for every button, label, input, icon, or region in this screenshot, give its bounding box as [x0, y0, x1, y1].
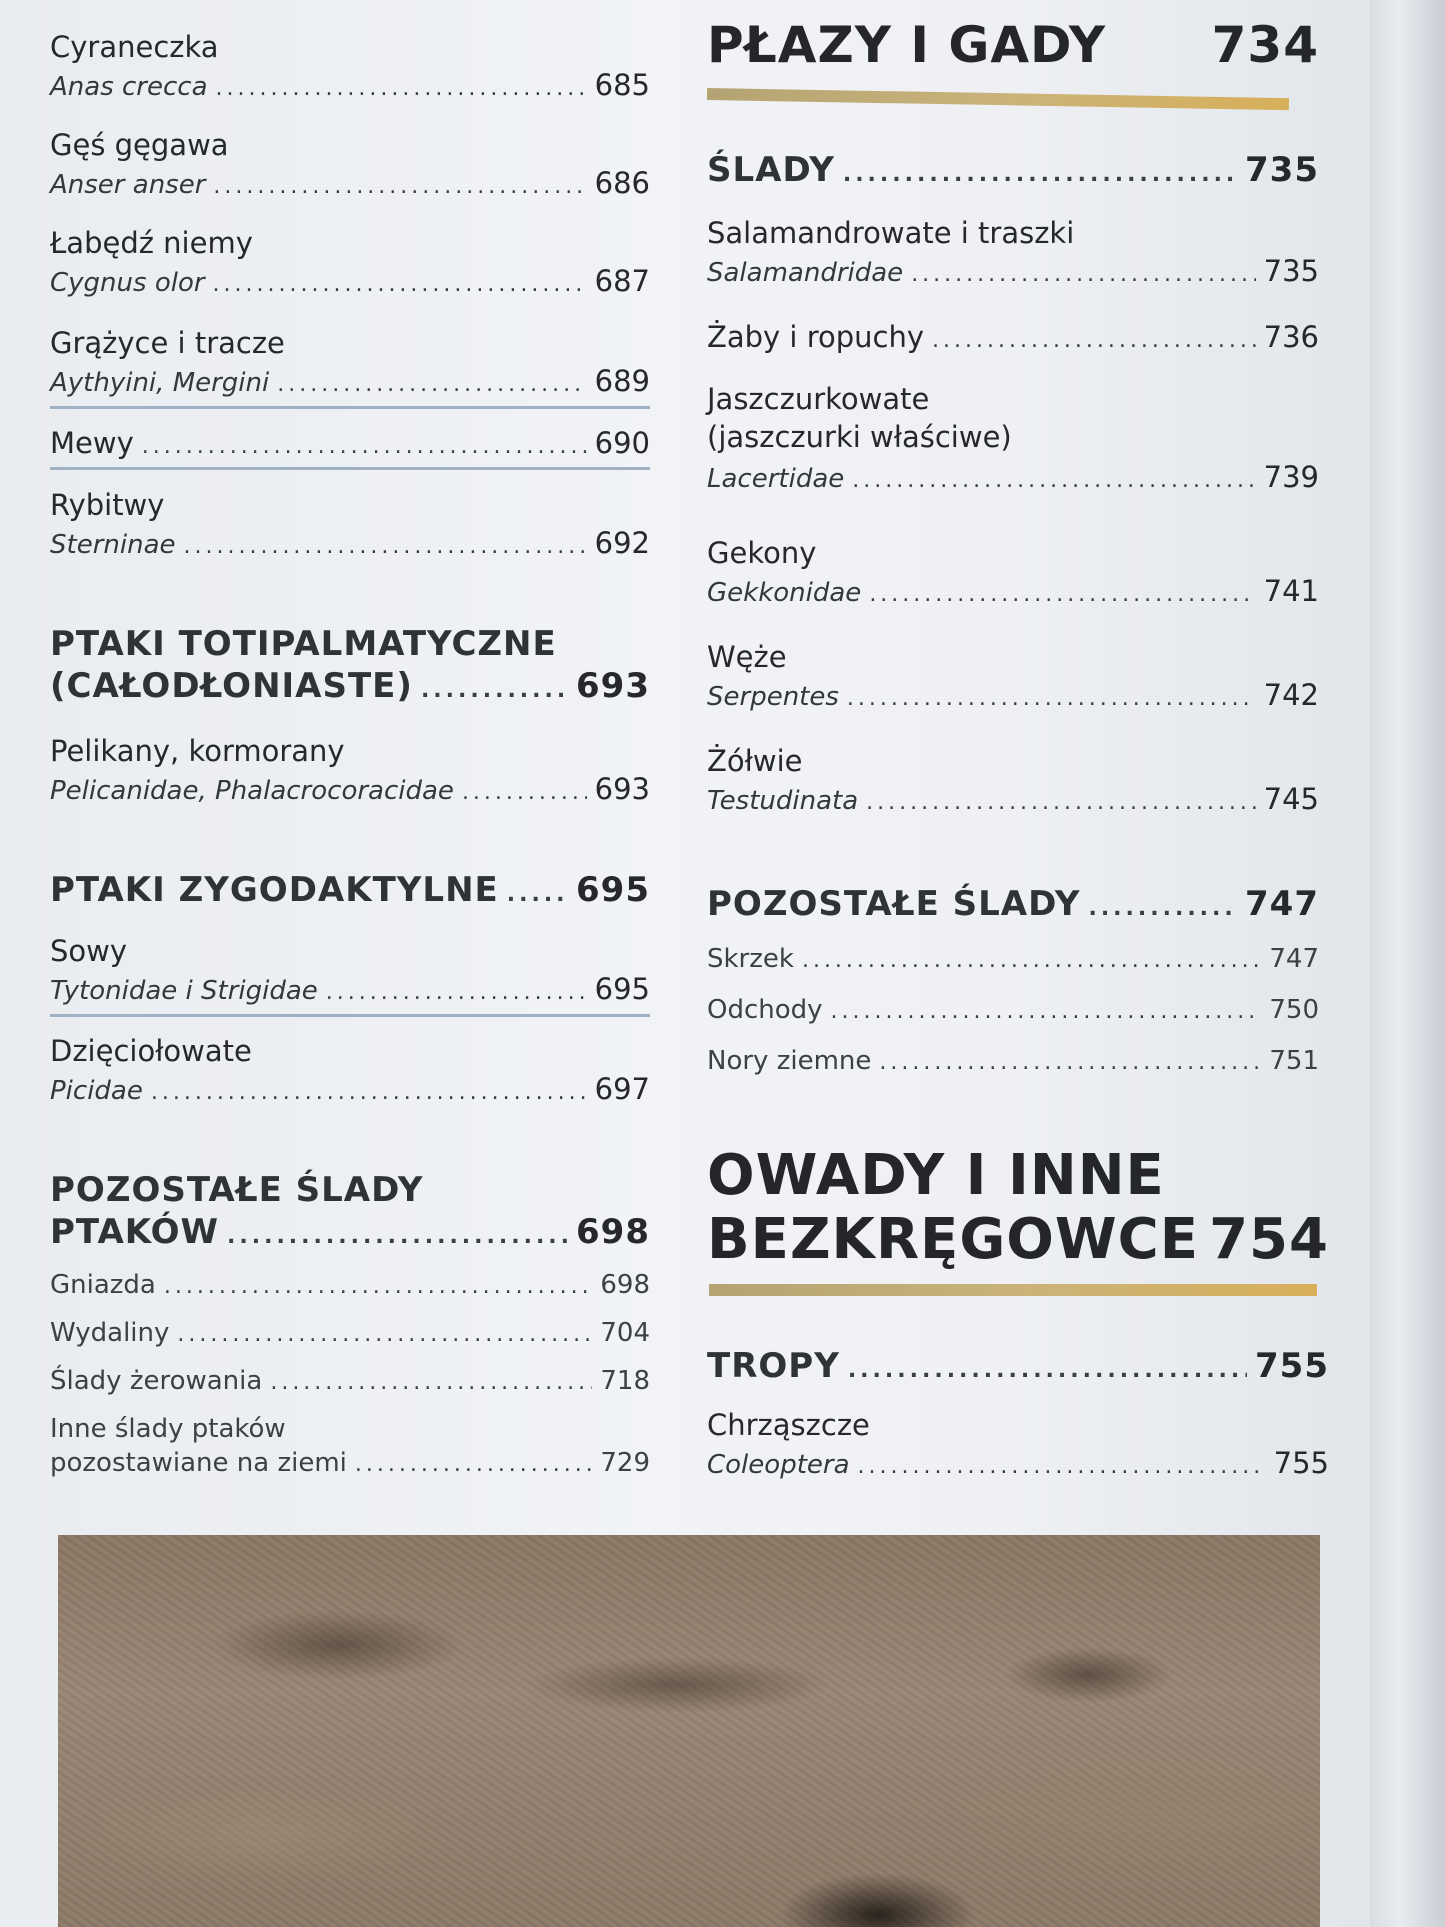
dot-leader	[184, 534, 587, 559]
section-page: 735	[1245, 150, 1319, 190]
entry-page: 718	[600, 1366, 650, 1396]
toc-entry-slady-zerowania[interactable]	[50, 1366, 650, 1396]
entry-page: 735	[1263, 254, 1319, 288]
section-tropy[interactable]	[707, 1346, 1329, 1386]
dot-leader	[213, 272, 587, 297]
entry-latin: Serpentes	[707, 682, 839, 712]
dot-leader	[831, 999, 1262, 1024]
entry-page: 755	[1273, 1446, 1329, 1480]
dot-leader	[277, 372, 586, 397]
chapter-page: 754	[1209, 1206, 1329, 1272]
toc-entry-inne-slady[interactable]	[50, 1414, 650, 1478]
entry-name: Skrzek	[707, 944, 794, 974]
dot-leader	[164, 1274, 592, 1299]
dot-leader	[216, 76, 587, 101]
chapter-title: PŁAZY I GADY	[707, 16, 1107, 74]
dot-leader	[142, 434, 587, 459]
dot-leader	[355, 1452, 592, 1477]
dot-leader	[848, 1358, 1247, 1383]
gold-rule	[707, 88, 1289, 110]
section-title-line2: PTAKÓW	[50, 1212, 220, 1252]
gold-rule	[709, 1284, 1317, 1296]
sand-tracks-photo	[58, 1535, 1320, 1927]
dot-leader	[270, 1370, 592, 1395]
toc-entry-sowy[interactable]	[50, 934, 650, 1006]
entry-name: Żółwie	[707, 744, 803, 778]
dot-leader	[227, 1224, 568, 1249]
entry-name: Mewy	[50, 426, 134, 460]
entry-name: Cyraneczka	[50, 30, 219, 64]
entry-latin: Coleoptera	[707, 1450, 850, 1480]
dot-leader	[507, 882, 568, 907]
toc-entry-ges-gegawa[interactable]	[50, 128, 650, 200]
entry-name: Grążyce i tracze	[50, 326, 285, 360]
entry-page: 736	[1263, 320, 1319, 354]
toc-entry-chrzaszcze[interactable]	[707, 1408, 1329, 1480]
entry-page: 687	[594, 264, 650, 298]
entry-name: Żaby i ropuchy	[707, 320, 925, 354]
entry-name: Gęś gęgawa	[50, 128, 229, 162]
entry-name: Rybitwy	[50, 488, 165, 522]
toc-entry-cyraneczka[interactable]	[50, 30, 650, 102]
entry-latin: Salamandridae	[707, 258, 904, 288]
dot-leader	[932, 328, 1256, 353]
entry-name: Nory ziemne	[707, 1046, 872, 1076]
entry-latin: Anas crecca	[50, 72, 208, 102]
dot-leader	[843, 162, 1237, 187]
entry-name: Gekony	[707, 536, 817, 570]
section-rule	[50, 467, 650, 470]
entry-page: 750	[1269, 995, 1319, 1025]
entry-page: 751	[1269, 1046, 1319, 1076]
dot-leader	[869, 582, 1255, 607]
section-title: POZOSTAŁE ŚLADY	[707, 884, 1081, 924]
entry-page: 704	[600, 1318, 650, 1348]
dot-leader	[151, 1080, 587, 1105]
toc-entry-jaszczurkowate[interactable]	[707, 382, 1319, 494]
dot-leader	[462, 780, 587, 805]
toc-entry-gniazda[interactable]	[50, 1270, 650, 1300]
chapter-plazy-i-gady[interactable]	[707, 18, 1319, 73]
toc-entry-pelikany[interactable]	[50, 734, 650, 806]
dot-leader	[326, 980, 587, 1005]
entry-name: Łabędź niemy	[50, 226, 253, 260]
section-other-bird-traces[interactable]	[50, 1170, 650, 1252]
dot-leader	[911, 262, 1255, 287]
entry-page: 742	[1263, 678, 1319, 712]
entry-latin: Lacertidae	[707, 464, 845, 494]
entry-page: 697	[594, 1072, 650, 1106]
entry-page: 741	[1263, 574, 1319, 608]
entry-page: 729	[600, 1448, 650, 1478]
section-slady[interactable]	[707, 150, 1319, 190]
toc-entry-grazyce[interactable]	[50, 326, 650, 398]
entry-name-line2: pozostawiane na ziemi	[50, 1448, 347, 1478]
dot-leader	[879, 1050, 1261, 1075]
toc-entry-zaby[interactable]	[707, 320, 1319, 354]
page-edge	[1370, 0, 1445, 1927]
toc-entry-rybitwy[interactable]	[50, 488, 650, 560]
dot-leader	[802, 948, 1261, 973]
entry-name: Sowy	[50, 934, 128, 968]
section-pozostale-slady[interactable]	[707, 884, 1319, 924]
entry-name: Ślady żerowania	[50, 1366, 263, 1396]
entry-page: 739	[1263, 460, 1319, 494]
entry-name-line1: Jaszczurkowate	[707, 382, 930, 416]
chapter-owady[interactable]	[707, 1145, 1329, 1270]
entry-name-line1: Inne ślady ptaków	[50, 1414, 286, 1444]
entry-page: 695	[594, 972, 650, 1006]
entry-name: Wydaliny	[50, 1318, 170, 1348]
section-page: 698	[576, 1212, 650, 1252]
entry-name: Dzięciołowate	[50, 1034, 252, 1068]
section-page: 747	[1245, 884, 1319, 924]
entry-latin: Cygnus olor	[50, 268, 205, 298]
section-title-line1: POZOSTAŁE ŚLADY	[50, 1170, 424, 1210]
dot-leader	[213, 174, 586, 199]
toc-entry-wydaliny[interactable]	[50, 1318, 650, 1348]
entry-latin: Picidae	[50, 1076, 143, 1106]
entry-latin: Aythyini, Mergini	[50, 368, 270, 398]
entry-name: Salamandrowate i traszki	[707, 216, 1075, 250]
entry-page: 686	[594, 166, 650, 200]
entry-page: 693	[594, 772, 650, 806]
chapter-page: 734	[1211, 16, 1319, 74]
dot-leader	[858, 1454, 1266, 1479]
section-title: TROPY	[707, 1346, 840, 1386]
entry-page: 747	[1269, 944, 1319, 974]
toc-entry-skrzek[interactable]	[707, 944, 1319, 974]
entry-page: 698	[600, 1270, 650, 1300]
dot-leader	[847, 686, 1256, 711]
entry-name-line2: (jaszczurki właściwe)	[707, 420, 1012, 454]
entry-page: 689	[594, 364, 650, 398]
section-rule	[50, 1014, 650, 1017]
toc-entry-zolwie[interactable]	[707, 744, 1319, 816]
section-page: 695	[576, 870, 650, 910]
entry-latin: Sterninae	[50, 530, 176, 560]
section-page: 693	[576, 666, 650, 706]
dot-leader	[852, 468, 1255, 493]
toc-entry-dzieciolowate[interactable]	[50, 1034, 650, 1106]
chapter-title-line1: OWADY I INNE	[707, 1143, 1165, 1208]
entry-name: Gniazda	[50, 1270, 156, 1300]
section-page: 755	[1255, 1346, 1329, 1386]
entry-name: Węże	[707, 640, 787, 674]
toc-entry-mewy[interactable]	[50, 426, 650, 460]
toc-entry-nory-ziemne[interactable]	[707, 1046, 1319, 1076]
section-title-line1: PTAKI TOTIPALMATYCZNE	[50, 624, 557, 664]
entry-name: Pelikany, kormorany	[50, 734, 345, 768]
toc-entry-odchody[interactable]	[707, 995, 1319, 1025]
entry-page: 685	[594, 68, 650, 102]
entry-name: Odchody	[707, 995, 823, 1025]
section-rule	[50, 406, 650, 409]
entry-latin: Pelicanidae, Phalacrocoracidae	[50, 776, 454, 806]
section-title: PTAKI ZYGODAKTYLNE	[50, 870, 499, 910]
dot-leader	[177, 1322, 592, 1347]
toc-entry-labedz-niemy[interactable]	[50, 226, 650, 298]
entry-page: 690	[594, 426, 650, 460]
dot-leader	[866, 790, 1255, 815]
dot-leader	[1088, 896, 1237, 921]
section-totipalmate[interactable]	[50, 624, 650, 706]
entry-name: Chrząszcze	[707, 1408, 870, 1442]
section-title: ŚLADY	[707, 150, 835, 190]
entry-latin: Anser anser	[50, 170, 206, 200]
entry-page: 745	[1263, 782, 1319, 816]
section-title-line2: (CAŁODŁONIASTE)	[50, 666, 413, 706]
toc-entry-gekony[interactable]	[707, 536, 1319, 608]
section-zygodactyl[interactable]	[50, 870, 650, 910]
toc-entry-salamandrowate[interactable]	[707, 216, 1319, 288]
chapter-title-line2: BEZKRĘGOWCE	[707, 1206, 1200, 1272]
dot-leader	[421, 678, 568, 703]
entry-page: 692	[594, 526, 650, 560]
entry-latin: Tytonidae i Strigidae	[50, 976, 318, 1006]
toc-entry-weze[interactable]	[707, 640, 1319, 712]
entry-latin: Gekkonidae	[707, 578, 862, 608]
entry-latin: Testudinata	[707, 786, 859, 816]
